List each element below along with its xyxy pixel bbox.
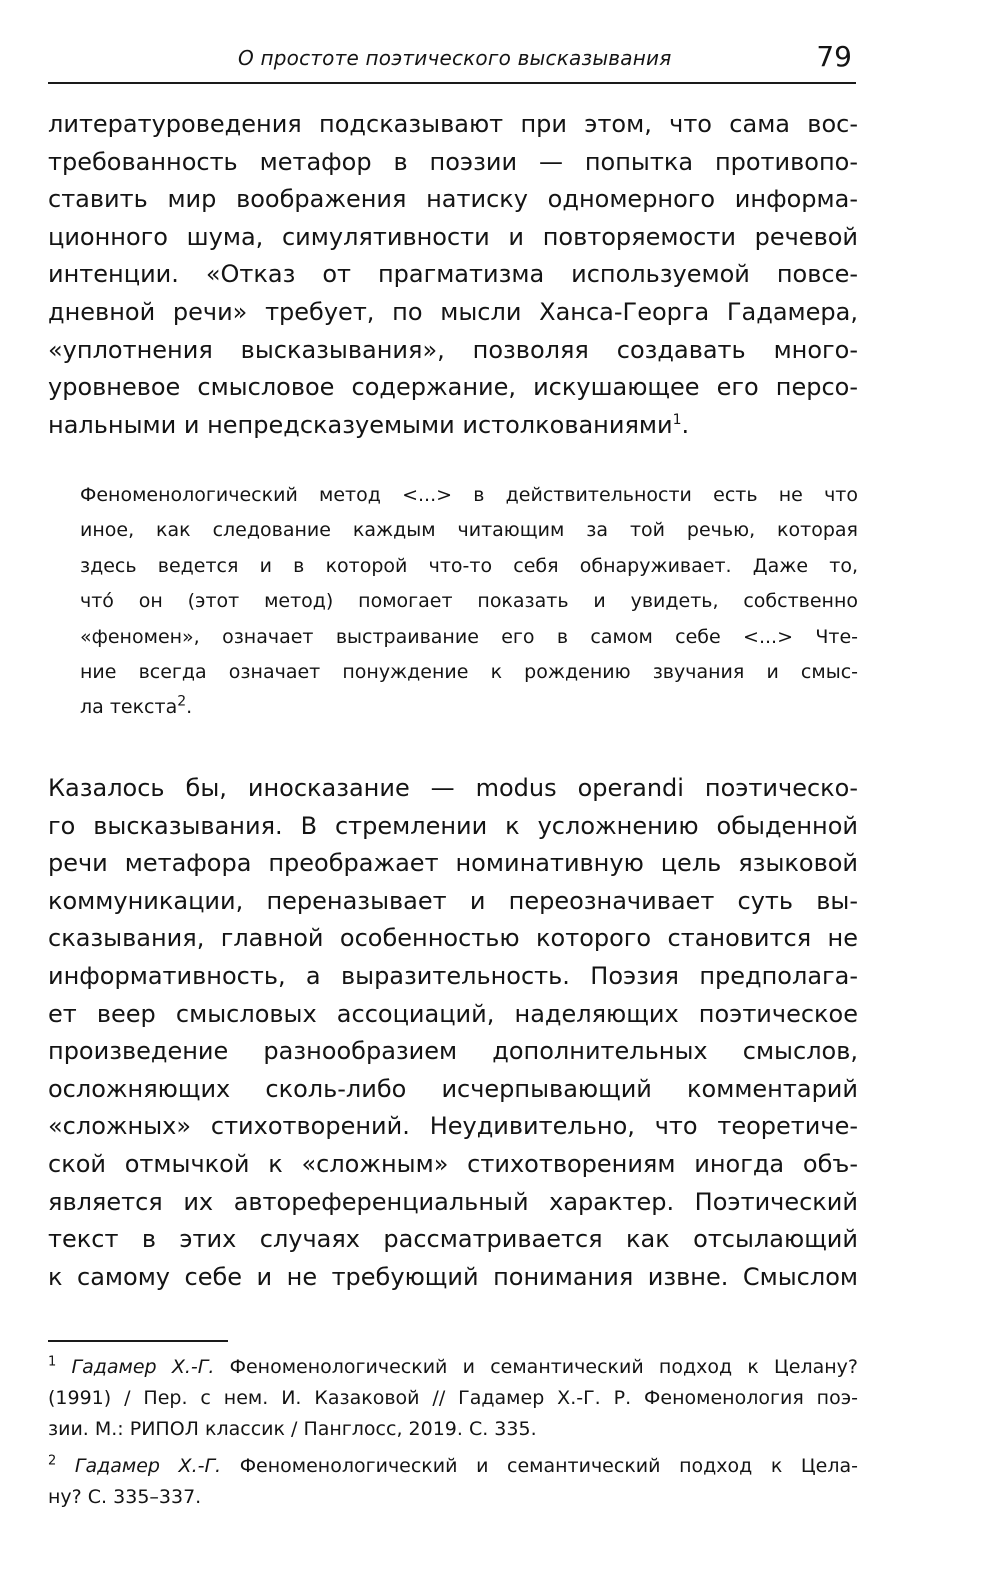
text-line: ской отмычкой к «сложным» стихотворениям иногда объ- [48, 1149, 858, 1178]
text-line [48, 407, 858, 445]
footnote-author: Гадамер Х.-Г. [71, 1356, 215, 1378]
footnote-mark: 1 [48, 1354, 57, 1370]
footnote-mark: 2 [48, 1453, 57, 1469]
quote-line: здесь ведется и в которой что-то себя обнаруживает. Даже то, [80, 554, 858, 577]
text-line: требованность метафор в поэзии — попытка противопо- [48, 147, 858, 176]
footnote-reference[interactable]: 1 [672, 411, 682, 428]
text-line: ет веер смысловых ассоциаций, наделяющих поэтическое [48, 999, 858, 1028]
text-line: го высказывания. В стремлении к усложнению обыденной [48, 811, 858, 840]
quote-line-end: . [186, 696, 193, 719]
text-line: текст в этих случаях рассматривается как отсылающий [48, 1225, 858, 1254]
text-line: осложняющих сколь-либо исчерпывающий комментарий [48, 1074, 858, 1103]
quote-line: Феноменологический метод <...> в действительности есть не что [80, 484, 858, 506]
footnote-2-line [48, 1451, 858, 1482]
quote-line-content: ла текста [80, 696, 178, 719]
text-line: ционного шума, симулятивности и повторяемости речевой [48, 222, 858, 251]
text-line-content: нальными и непредсказуемыми истолкованиями [48, 410, 673, 439]
text-line: информативность, а выразительность. Поэзия предполага- [48, 961, 858, 990]
text-line-end: . [681, 410, 690, 439]
footnote-2-line: ну? С. 335–337. [48, 1486, 202, 1508]
text-line: является их автореференциальный характер. Поэтический [48, 1187, 858, 1216]
text-line: «сложных» стихотворений. Неудивительно, что теоретиче- [48, 1112, 858, 1141]
body-paragraph-1 [48, 106, 858, 444]
footnotes [48, 1352, 858, 1513]
text-line: интенции. «Отказ от прагматизма используемой повсе- [48, 260, 858, 289]
text-line: сказывания, главной особенностью которого становится не [48, 924, 858, 953]
running-title: О простоте поэтического высказывания [238, 46, 672, 70]
footnote-author: Гадамер Х.-Г. [74, 1455, 222, 1477]
quote-line: иное, как следование каждым читающим за той речью, которая [80, 519, 858, 542]
footnote-1-line: (1991) / Пер. с нем. И. Казаковой // Гадамер Х.-Г. Р. Феноменология поэ- [48, 1387, 858, 1409]
text-line: литературоведения подсказывают при этом, что сама вос- [48, 110, 858, 138]
text-line: к самому себе и не требующий понимания извне. Смыслом [48, 1262, 858, 1291]
quote-line [80, 690, 858, 725]
text-line: уровневое смысловое содержание, искушающее его персо- [48, 373, 858, 402]
footnote-reference[interactable]: 2 [177, 694, 187, 711]
text-line: произведение разнообразием дополнительных смыслов, [48, 1037, 858, 1066]
text-line: Казалось бы, иносказание — modus operandi поэтическо- [48, 774, 858, 802]
quote-line: чтó он (этот метод) помогает показать и увидеть, собственно [80, 590, 858, 613]
quote-line: ние всегда означает понуждение к рождению звучания и смыс- [80, 660, 858, 683]
text-line: «уплотнения высказывания», позволяя создавать много- [48, 335, 858, 364]
body-paragraph-2 [48, 770, 858, 1296]
block-quote [80, 478, 858, 726]
page-number: 79 [816, 40, 852, 73]
running-header [48, 40, 856, 84]
text-line: дневной речи» требует, по мысли Ханса-Георга Гадамера, [48, 297, 858, 326]
footnote-text: Феноменологический и семантический подход к Цела- [239, 1455, 858, 1477]
footnote-1-line: зии. М.: РИПОЛ классик / Панглосс, 2019. С. 335. [48, 1418, 537, 1440]
footnote-1-line [48, 1352, 858, 1383]
footnote-text: Феноменологический и семантический подход к Целану? [229, 1356, 858, 1378]
footnote-separator [48, 1340, 228, 1342]
text-line: коммуникации, переназывает и переозначивает суть вы- [48, 886, 858, 915]
text-line: речи метафора преображает номинативную цель языковой [48, 849, 858, 878]
text-line: ставить мир воображения натиску одномерного информа- [48, 185, 858, 214]
quote-line: «феномен», означает выстраивание его в самом себе <...> Чте- [80, 625, 858, 648]
